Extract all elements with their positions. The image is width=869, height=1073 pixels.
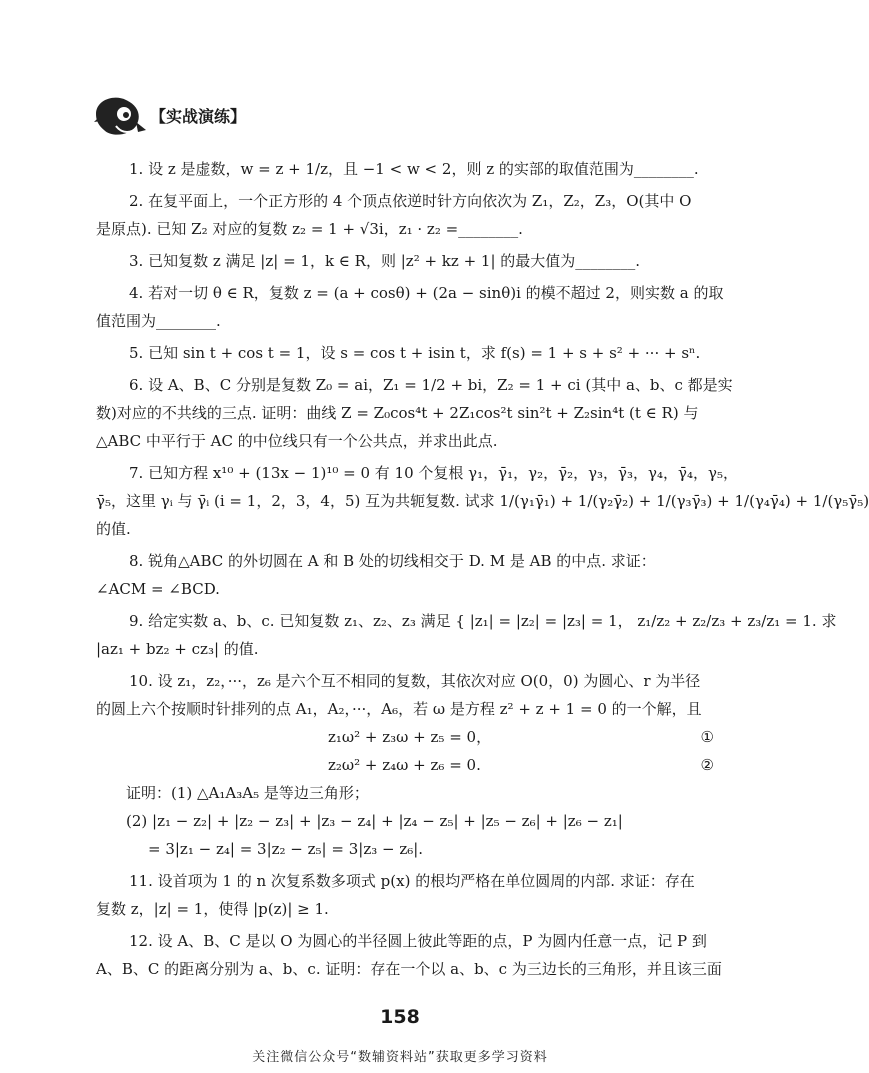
problem-10 [96,668,714,864]
problem-5 [96,340,714,368]
equation-text: z₁ω² + z₃ω + z₅ = 0， [328,728,492,746]
equation-number: ② [700,756,714,774]
page-number: 158 [380,1006,420,1028]
proof-line: 证明：(1) △A₁A₃A₅ 是等边三角形； [126,784,369,802]
problem-line: 8. 锐角△ABC 的外切圆在 A 和 B 处的切线相交于 D. M 是 AB 的中点. 求证： [129,552,656,570]
problem-6 [96,372,733,456]
problem-line: 的值. [96,520,131,538]
problem-8 [96,548,714,604]
problem-2 [96,188,714,244]
problem-line: 复数 z，|z| = 1，使得 |p(z)| ≥ 1. [96,900,329,918]
problem-line: 12. 设 A、B、C 是以 O 为圆心的半径圆上彼此等距的点，P 为圆内任意一点，记 P 到 [129,932,707,950]
problem-line: 5. 已知 sin t + cos t = 1，设 s = cos t + isin t，求 f(s) = 1 + s + s² + ··· + sⁿ. [129,344,701,362]
equation-text: z₂ω² + z₄ω + z₆ = 0. [328,756,481,774]
problem-line: ∠ACM = ∠BCD. [96,580,220,598]
student-mascot-icon [92,92,148,144]
problem-line: 9. 给定实数 a、b、c. 已知复数 z₁、z₂、z₃ 满足 { |z₁| = |z₂| = |z₃| = 1， z₁/z₂ + z₂/z₃ + z₃/z₁ = 1. 求 [129,612,837,630]
problem-line: △ABC 中平行于 AC 的中位线只有一个公共点，并求出此点. [96,432,498,450]
problem-line: 4. 若对一切 θ ∈ R，复数 z = (a + cosθ) + (2a − sinθ)i 的模不超过 2，则实数 a 的取 [129,284,724,302]
problem-7 [96,460,869,544]
problem-9 [96,608,837,664]
problem-11 [96,868,714,924]
problem-line: 2. 在复平面上，一个正方形的 4 个顶点依逆时针方向依次为 Z₁，Z₂，Z₃，O(其中 O [129,192,692,210]
problem-line: 是原点). 已知 Z₂ 对应的复数 z₂ = 1 + √3i，z₁ · z₂ =________. [96,220,523,238]
problem-line: γ̄₅，这里 γᵢ 与 γ̄ᵢ (i = 1，2，3，4，5) 互为共轭复数. 试求 1/(γ₁γ̄₁) + 1/(γ₂γ̄₂) + 1/(γ₃γ̄₃) + 1/(γ₄γ̄₄) + 1/(γ₅γ̄₅) [96,492,869,510]
problem-3 [96,248,714,276]
problem-list [96,156,869,984]
equation-number: ① [700,728,714,746]
problem-line: 1. 设 z 是虚数，w = z + 1/z，且 −1 < w < 2，则 z 的实部的取值范围为________. [129,160,699,178]
section-title: 【实战演练】 [150,107,247,126]
problem-line: |az₁ + bz₂ + cz₃| 的值. [96,640,259,658]
problem-line: 11. 设首项为 1 的 n 次复系数多项式 p(x) 的根均严格在单位圆周的内部. 求证：存在 [129,872,695,890]
problem-line: 值范围为________. [96,312,221,330]
equation-line [96,724,714,752]
problem-line: 3. 已知复数 z 满足 |z| = 1，k ∈ R，则 |z² + kz + 1| 的最大值为________. [129,252,641,270]
problem-line: 10. 设 z₁，z₂，···，z₆ 是六个互不相同的复数，其依次对应 O(0，0) 为圆心、r 为半径 [129,672,701,690]
problem-12 [96,928,722,984]
problem-line: 7. 已知方程 x¹⁰ + (13x − 1)¹⁰ = 0 有 10 个复根 γ₁，γ̄₁，γ₂，γ̄₂，γ₃，γ̄₃，γ₄，γ̄₄，γ₅， [129,464,738,482]
problem-line: 数)对应的不共线的三点. 证明：曲线 Z = Z₀cos⁴t + 2Z₁cos²t sin²t + Z₂sin⁴t (t ∈ R) 与 [96,404,699,422]
problem-1 [96,156,714,184]
proof-line: = 3|z₁ − z₄| = 3|z₂ − z₅| = 3|z₃ − z₆|. [148,840,424,858]
equation-line [96,752,714,780]
problem-line: 6. 设 A、B、C 分别是复数 Z₀ = ai，Z₁ = 1/2 + bi，Z₂ = 1 + ci (其中 a、b、c 都是实 [129,376,733,394]
problem-4 [96,280,724,336]
problem-line: 的圆上六个按顺时针排列的点 A₁，A₂，···，A₆，若 ω 是方程 z² + z + 1 = 0 的一个解，且 [96,700,702,718]
problem-line: A、B、C 的距离分别为 a、b、c. 证明：存在一个以 a、b、c 为三边长的三角形，并且该三面 [96,960,722,978]
proof-line: (2) |z₁ − z₂| + |z₂ − z₃| + |z₃ − z₄| + |z₄ − z₅| + |z₅ − z₆| + |z₆ − z₁| [126,812,623,830]
footer-note: 关注微信公众号“数辅资料站”获取更多学习资料 [252,1050,548,1065]
